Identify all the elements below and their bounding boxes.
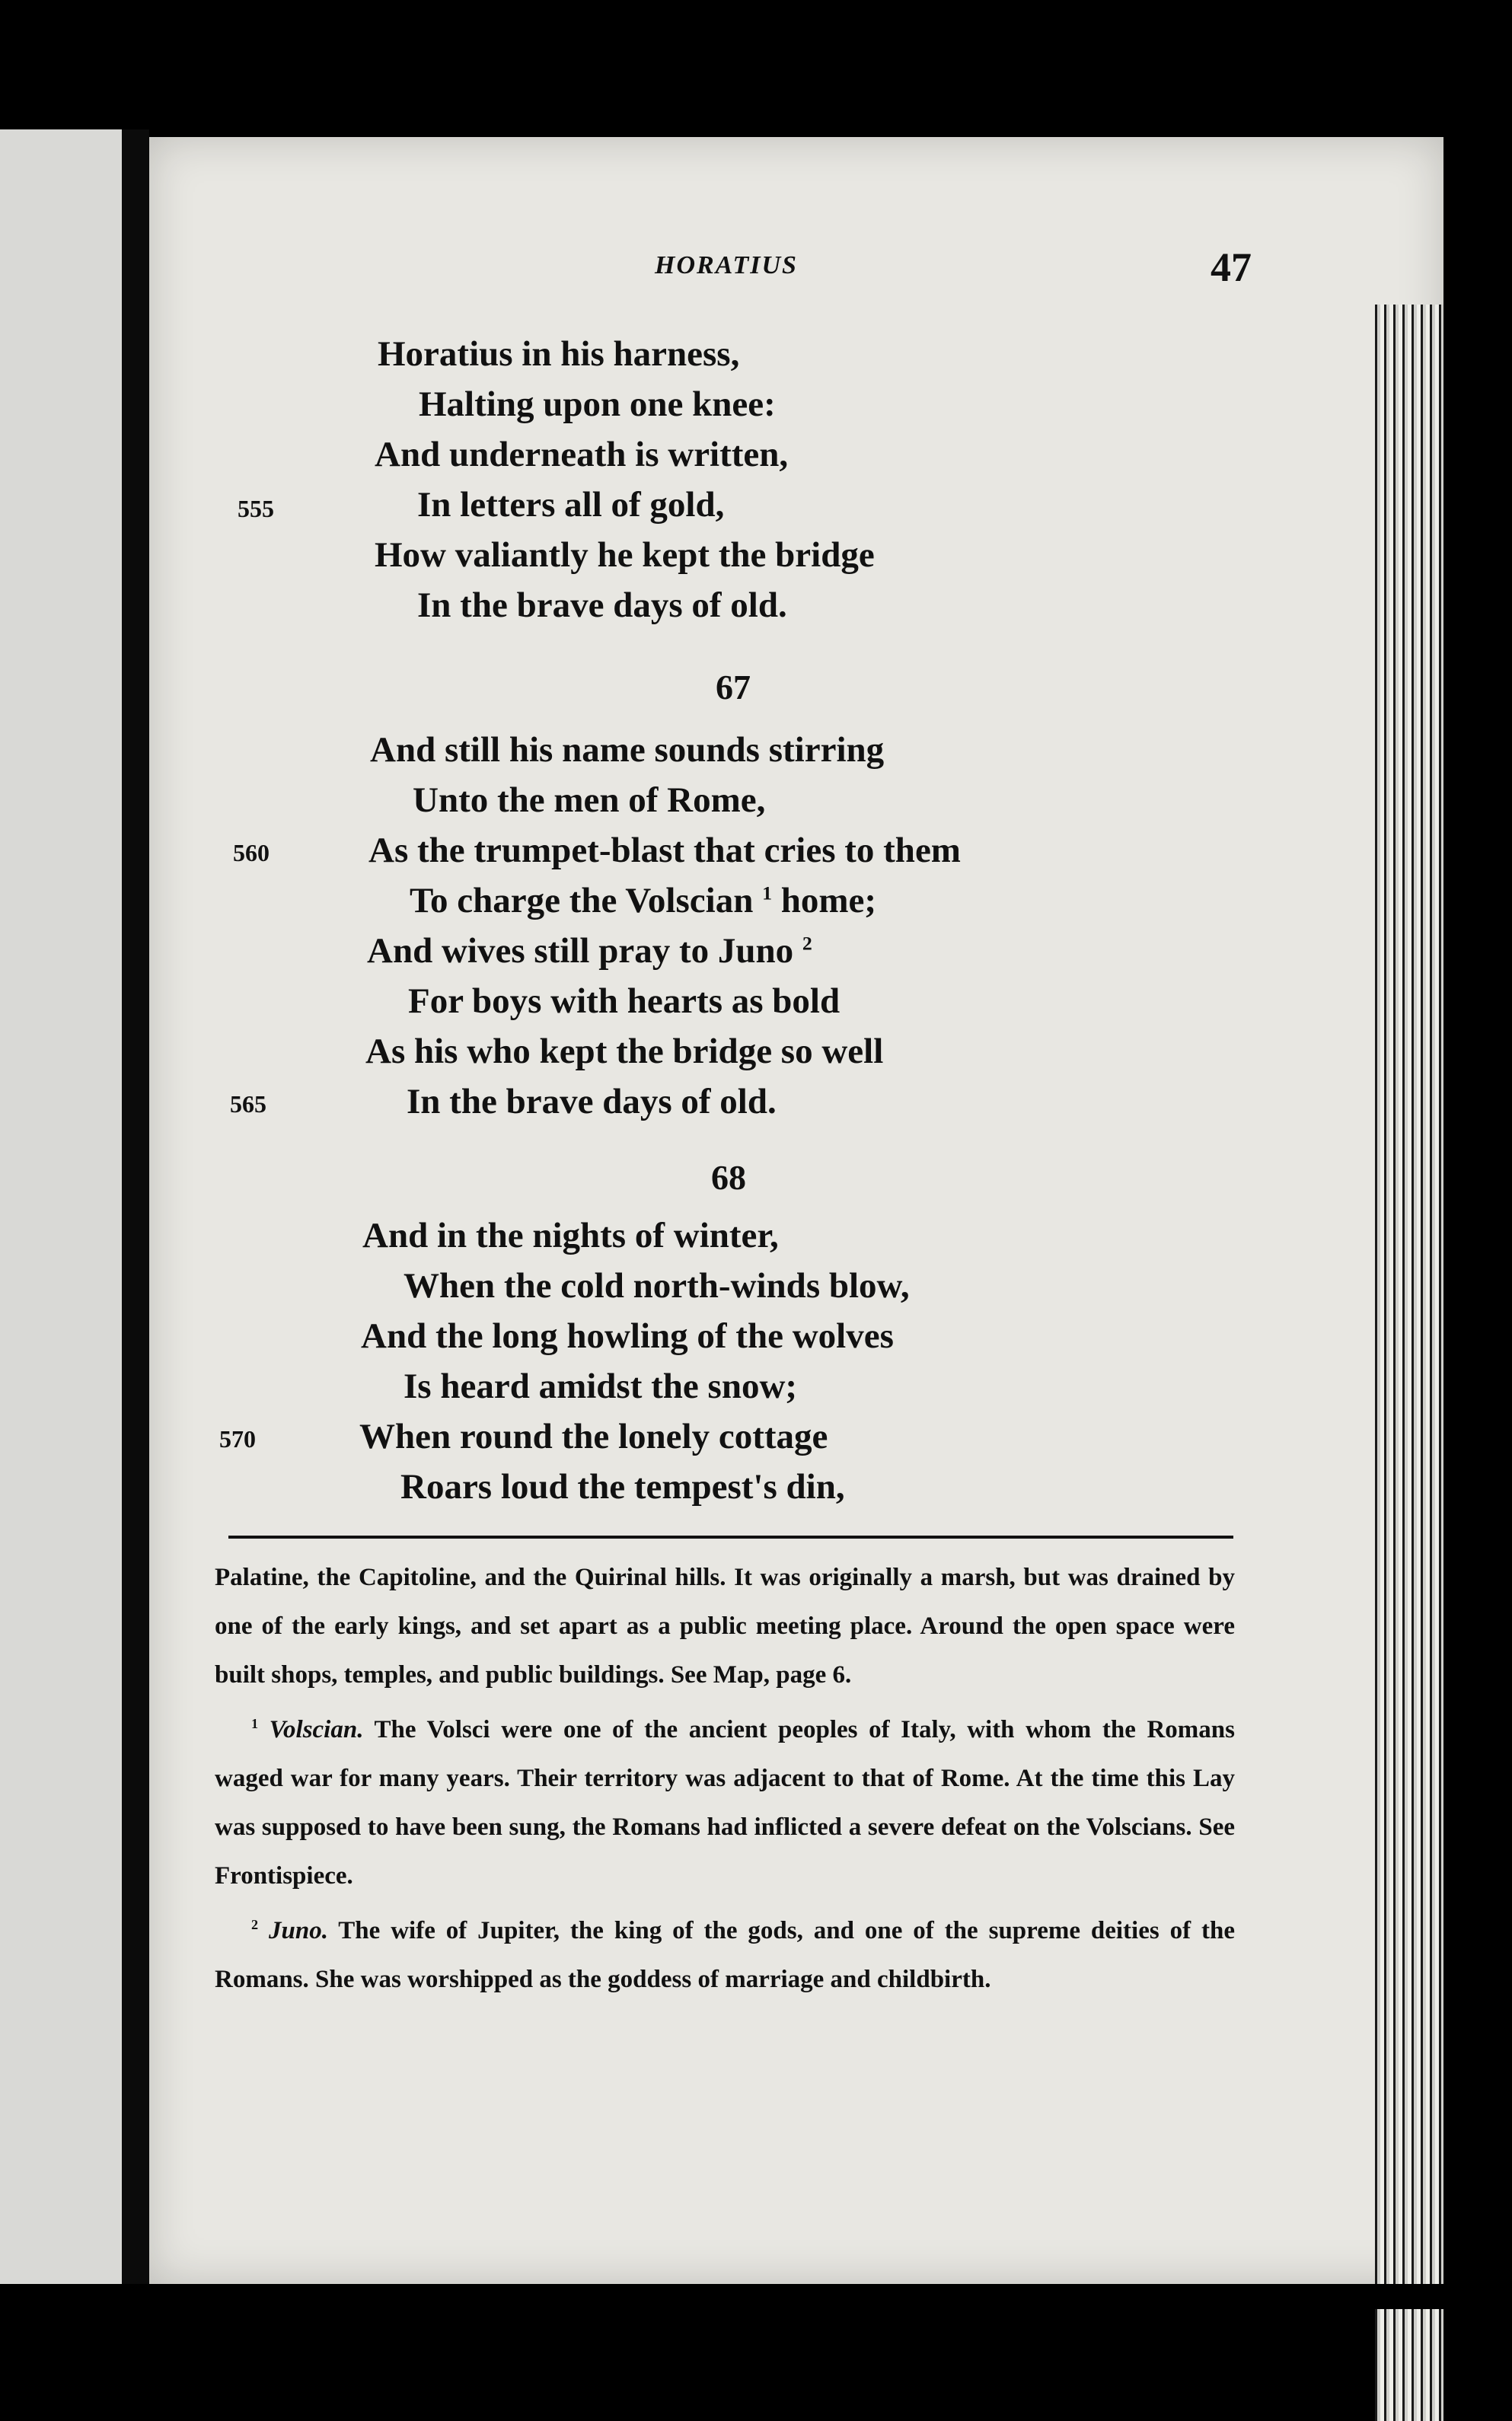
verse-line: And underneath is written, xyxy=(375,435,789,474)
line-number: 560 xyxy=(233,839,270,866)
footnote-rule xyxy=(228,1536,1233,1539)
verse-line: And the long howling of the wolves xyxy=(361,1316,894,1356)
verse-line: For boys with hearts as bold xyxy=(408,981,841,1021)
scan-border xyxy=(0,2284,1512,2309)
line-number: 570 xyxy=(219,1425,256,1453)
verse-line: And in the nights of winter, xyxy=(362,1216,779,1255)
book-spine xyxy=(122,129,149,2292)
running-header: HORATIUS xyxy=(655,251,798,279)
verse-line: And wives still pray to Juno $^2$ xyxy=(367,931,812,971)
footnote-2: $^2$ Juno. The wife of Jupiter, the king of the gods, and one of the supreme deities of the Romans. She was worshipped as the goddess of marriage and childbirth. xyxy=(215,1917,1236,1993)
stanza-number: 68 xyxy=(711,1158,746,1197)
verse-line: Unto the men of Rome, xyxy=(413,780,766,820)
verse-line: Roars loud the tempest's din, xyxy=(400,1467,845,1507)
verse-line: As the trumpet-blast that cries to them xyxy=(368,831,961,870)
verse-line: To charge the Volscian $^1$ home; xyxy=(410,881,877,920)
line-number: 565 xyxy=(230,1090,266,1118)
footnote-marker: 1 xyxy=(762,882,773,904)
verse-line: Horatius in his harness, xyxy=(378,334,740,374)
verse-line: Is heard amidst the snow; xyxy=(404,1367,798,1406)
page-number: 47 xyxy=(1211,244,1252,290)
verse-line: In the brave days of old. xyxy=(417,585,787,625)
verse-line: In the brave days of old. xyxy=(407,1082,777,1121)
verse-line: And still his name sounds stirring xyxy=(370,730,885,770)
verse-line: As his who kept the bridge so well xyxy=(365,1032,884,1071)
footnote-marker: 2 xyxy=(802,932,812,955)
verse-line: In letters all of gold, xyxy=(417,485,725,525)
line-number: 555 xyxy=(238,495,274,522)
footnote-continuation: Palatine, the Capitoline, and the Quirinal hills. It was originally a marsh, but was drained by one of the early kings, and set apart as a public meeting place. Around the open space were built shops, temples, and public buildings. See Map, page 6. xyxy=(215,1564,1235,1689)
footnote-1: $^1$ Volscian. The Volsci were one of the ancient peoples of Italy, with whom the Romans waged war for many years. Their territory was adjacent to that of Rome. At the time this Lay was supposed to have been sung, the Romans had inflicted a severe defeat on the Volscians. See Frontispiece. xyxy=(215,1716,1235,1890)
verse-line: Halting upon one knee: xyxy=(419,384,776,424)
footnotes xyxy=(215,1553,1235,2004)
facing-page-edge xyxy=(0,129,122,2284)
verse-line: When round the lonely cottage xyxy=(359,1417,828,1456)
stanza-number: 67 xyxy=(716,668,751,707)
verse-line: How valiantly he kept the bridge xyxy=(375,535,875,575)
verse-line: When the cold north-winds blow, xyxy=(404,1266,910,1306)
page-edges xyxy=(1375,305,1443,2421)
